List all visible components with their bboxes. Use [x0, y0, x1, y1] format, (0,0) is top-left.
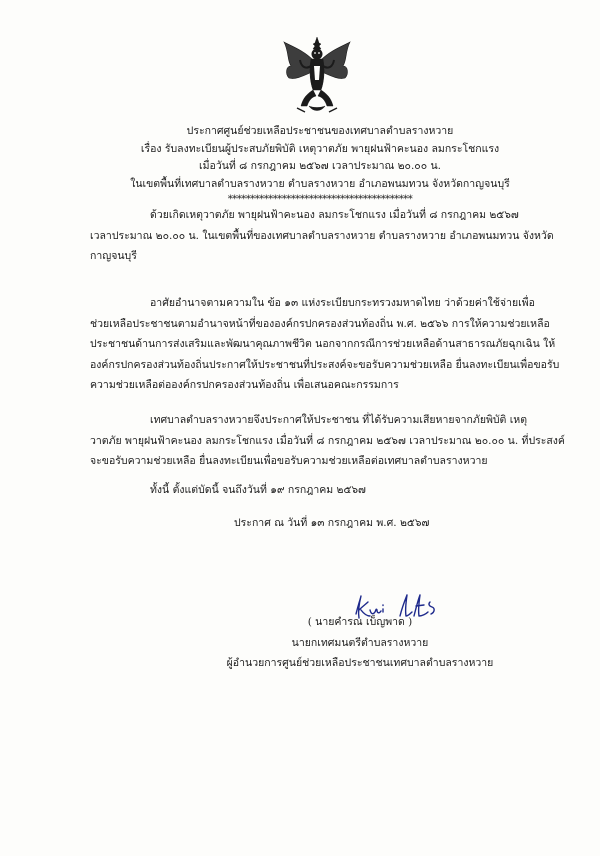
- announcement-title: ประกาศศูนย์ช่วยเหลือประชาชนของเทศบาลตำบลรางหวาย: [186, 125, 454, 137]
- paragraph-line: ด้วยเกิดเหตุวาตภัย พายุฝนฟ้าคะนอง ลมกระโชกแรง เมื่อวันที่ ๘ กรกฎาคม ๒๕๖๗: [150, 209, 519, 221]
- paragraph-line: อาศัยอำนาจตามความใน ข้อ ๑๓ แห่งระเบียบกระทรวงมหาดไทย ว่าด้วยค่าใช้จ่ายเพื่อ: [150, 297, 535, 309]
- signer-role: ผู้อำนวยการศูนย์ช่วยเหลือประชาชนเทศบาลตำบลรางหวาย: [226, 657, 494, 669]
- announcement-header: [90, 123, 550, 206]
- paragraph-line: เทศบาลตำบลรางหวายจึงประกาศให้ประชาชน ที่ได้รับความเสียหายจากภัยพิบัติ เหตุ: [150, 414, 528, 426]
- incident-datetime: เมื่อวันที่ ๘ กรกฎาคม ๒๕๖๗ เวลาประมาณ ๒๐.๐๐ น.: [199, 160, 441, 172]
- paragraph-line: เวลาประมาณ ๒๐.๐๐ น. ในเขตพื้นที่ของเทศบาลตำบลรางหวาย ตำบลรางหวาย อำเภอพนมทวน จังหวัด: [90, 229, 554, 242]
- paragraph-line: ประชาชนด้านการส่งเสริมและพัฒนาคุณภาพชีวิต นอกจากกรณีการช่วยเหลือด้านสาธารณภัยฉุกเฉิน ให้: [90, 338, 556, 350]
- paragraph-line: จะขอรับความช่วยเหลือ ยื่นลงทะเบียนเพื่อขอรับความช่วยเหลือต่อเทศบาลตำบลรางหวาย: [90, 455, 488, 467]
- paragraph-line: องค์กรปกครองส่วนท้องถิ่นประกาศให้ประชาชนที่ประสงค์จะขอรับความช่วยเหลือ ยื่นลงทะเบียนเพื่อขอรับ: [90, 358, 560, 371]
- incident-area: ในเขตพื้นที่เทศบาลตำบลรางหวาย ตำบลรางหวาย อำเภอพนมทวน จังหวัดกาญจนบุรี: [130, 177, 510, 190]
- announcement-subject: เรื่อง รับลงทะเบียนผู้ประสบภัยพิบัติ เหตุวาตภัย พายุฝนฟ้าคะนอง ลมกระโชกแรง: [140, 142, 500, 155]
- garuda-emblem-icon: [283, 36, 351, 116]
- signer-name: ( นายคำรณ เบ็ญพาด ): [307, 616, 413, 628]
- announcement-date: ประกาศ ณ วันที่ ๑๓ กรกฎาคม พ.ศ. ๒๕๖๗: [234, 517, 430, 529]
- registration-deadline: ทั้งนี้ ตั้งแต่บัดนี้ จนถึงวันที่ ๑๙ กรกฎาคม ๒๕๖๗: [150, 484, 366, 496]
- signer-block: [210, 612, 510, 674]
- paragraph-incident: [90, 205, 564, 267]
- paragraph-line: ช่วยเหลือประชาชนตามอำนาจหน้าที่ขององค์กรปกครองส่วนท้องถิ่น พ.ศ. ๒๕๖๖ การให้ความช่วยเหลือ: [90, 317, 550, 330]
- paragraph-line: วาตภัย พายุฝนฟ้าคะนอง ลมกระโชกแรง เมื่อวันที่ ๘ กรกฎาคม ๒๕๖๗ เวลาประมาณ ๒๐.๐๐ น. ที่ประสงค์: [90, 434, 565, 447]
- signer-position: นายกเทศมนตรีตำบลรางหวาย: [291, 636, 429, 649]
- paragraph-authority: [90, 293, 564, 396]
- paragraph-line: กาญจนบุรี: [90, 250, 137, 262]
- paragraph-line: ความช่วยเหลือต่อองค์กรปกครองส่วนท้องถิ่น เพื่อเสนอคณะกรรมการ: [90, 379, 399, 391]
- separator-line: *****************************************: [227, 194, 413, 205]
- paragraph-registration: [90, 410, 564, 472]
